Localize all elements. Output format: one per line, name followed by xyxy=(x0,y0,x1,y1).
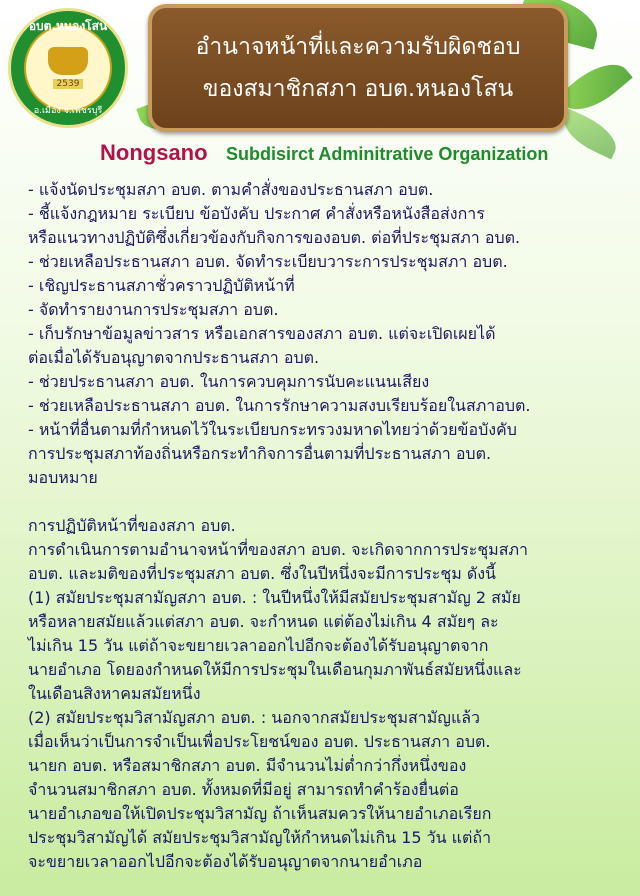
content-line: นายอำเภอขอให้เปิดประชุมวิสามัญ ถ้าเห็นสมควรให้นายอำเภอเรียก xyxy=(28,804,492,823)
banner-title-line-2: ของสมาชิกสภา อบต.หนองโสน xyxy=(202,76,514,102)
content-line: การประชุมสภาท้องถิ่นหรือกระทำกิจการอื่นตามที่ประธานสภา อบต. xyxy=(28,444,492,463)
bowl-emblem-icon xyxy=(48,47,88,75)
content-line: จะขยายเวลาออกไปอีกจะต้องได้รับอนุญาตจากนายอำเภอ xyxy=(28,852,423,871)
organization-subtitle xyxy=(100,140,620,166)
logo-top-text: อบต.หนองโสน xyxy=(28,19,108,33)
content-line: - ช่วยเหลือประธานสภา อบต. ในการรักษาความสงบเรียบร้อยในสภาอบต. xyxy=(28,396,531,415)
content-line: ไม่เกิน 15 วัน แต่ถ้าจะขยายเวลาออกไปอีกจะต้องได้รับอนุญาตจาก xyxy=(28,636,489,655)
blank-line xyxy=(28,490,628,514)
content-line: - ชี้แจ้งกฎหมาย ระเบียบ ข้อบังคับ ประกาศ คำสั่งหรือหนังสือส่งการ xyxy=(28,204,485,223)
content-line: (1) สมัยประชุมสามัญสภา อบต. : ในปีหนึ่งให้มีสมัยประชุมสามัญ 2 สมัย xyxy=(28,588,521,607)
content-line: หรือแนวทางปฏิบัติซึ่งเกี่ยวข้องกับกิจการของอบต. ต่อที่ประชุมสภา อบต. xyxy=(28,228,521,247)
content-line: (2) สมัยประชุมวิสามัญสภา อบต. : นอกจากสมัยประชุมสามัญแล้ว xyxy=(28,708,481,727)
organization-logo xyxy=(8,8,128,128)
logo-bottom-text: อ.เมือง จ.เพชรบุรี xyxy=(33,106,103,116)
logo-year: 2539 xyxy=(53,79,84,89)
content-line: - แจ้งนัดประชุมสภา อบต. ตามคำสั่งของประธานสภา อบต. xyxy=(28,180,434,199)
content-line: - เชิญประธานสภาชั่วคราวปฏิบัติหน้าที่ xyxy=(28,276,295,295)
content-line: หรือหลายสมัยแล้วแต่สภา อบต. จะกำหนด แต่ต้องไม่เกิน 4 สมัยๆ ละ xyxy=(28,612,499,631)
content-line: ต่อเมื่อได้รับอนุญาตจากประธานสภา อบต. xyxy=(28,348,320,367)
title-banner xyxy=(148,4,568,132)
content-body xyxy=(28,178,628,874)
content-line: จำนวนสมาชิกสภา อบต. ทั้งหมดที่มีอยู่ สามารถทำคำร้องยื่นต่อ xyxy=(28,780,459,799)
content-line: มอบหมาย xyxy=(28,468,98,487)
content-line: - จัดทำรายงานการประชุมสภา อบต. xyxy=(28,300,279,319)
content-line: - หน้าที่อื่นตามที่กำหนดไว้ในระเบียบกระทรวงมหาดไทยว่าด้วยข้อบังคับ xyxy=(28,420,517,439)
banner-title-line-1: อำนาจหน้าที่และความรับผิดชอบ xyxy=(195,34,521,60)
content-line: ในเดือนสิงหาคมสมัยหนึ่ง xyxy=(28,684,201,703)
section-heading: การปฏิบัติหน้าที่ของสภา อบต. xyxy=(28,516,236,535)
logo-emblem-area xyxy=(24,24,112,112)
content-line: อบต. และมติของที่ประชุมสภา อบต. ซึ่งในปีหนึ่งจะมีการประชุม ดังนี้ xyxy=(28,564,496,583)
content-line: - เก็บรักษาข้อมูลข่าวสาร หรือเอกสารของสภา อบต. แต่จะเปิดเผยได้ xyxy=(28,324,496,343)
content-line: - ช่วยเหลือประธานสภา อบต. จัดทำระเบียบวาระการประชุมสภา อบต. xyxy=(28,252,508,271)
content-line: นายอำเภอ โดยองกำหนดให้มีการประชุมในเดือนกุมภาพันธ์สมัยหนึ่งและ xyxy=(28,660,522,679)
subtitle-org: Subdisirct Adminitrative Organization xyxy=(226,144,549,164)
subtitle-name: Nongsano xyxy=(100,140,208,165)
content-line: เมื่อเห็นว่าเป็นการจำเป็นเพื่อประโยชน์ของ อบต. ประธานสภา อบต. xyxy=(28,732,491,751)
content-line: การดำเนินการตามอำนาจหน้าที่ของสภา อบต. จะเกิดจากการประชุมสภา xyxy=(28,540,529,559)
content-line: ประชุมวิสามัญได้ สมัยประชุมวิสามัญให้กำหนดไม่เกิน 15 วัน แต่ถ้า xyxy=(28,828,492,847)
content-line: นายก อบต. หรือสมาชิกสภา อบต. มีจำนวนไม่ต่ำกว่ากึ่งหนึ่งของ xyxy=(28,756,467,775)
content-line: - ช่วยประธานสภา อบต. ในการควบคุมการนับคะแนนเสียง xyxy=(28,372,430,391)
